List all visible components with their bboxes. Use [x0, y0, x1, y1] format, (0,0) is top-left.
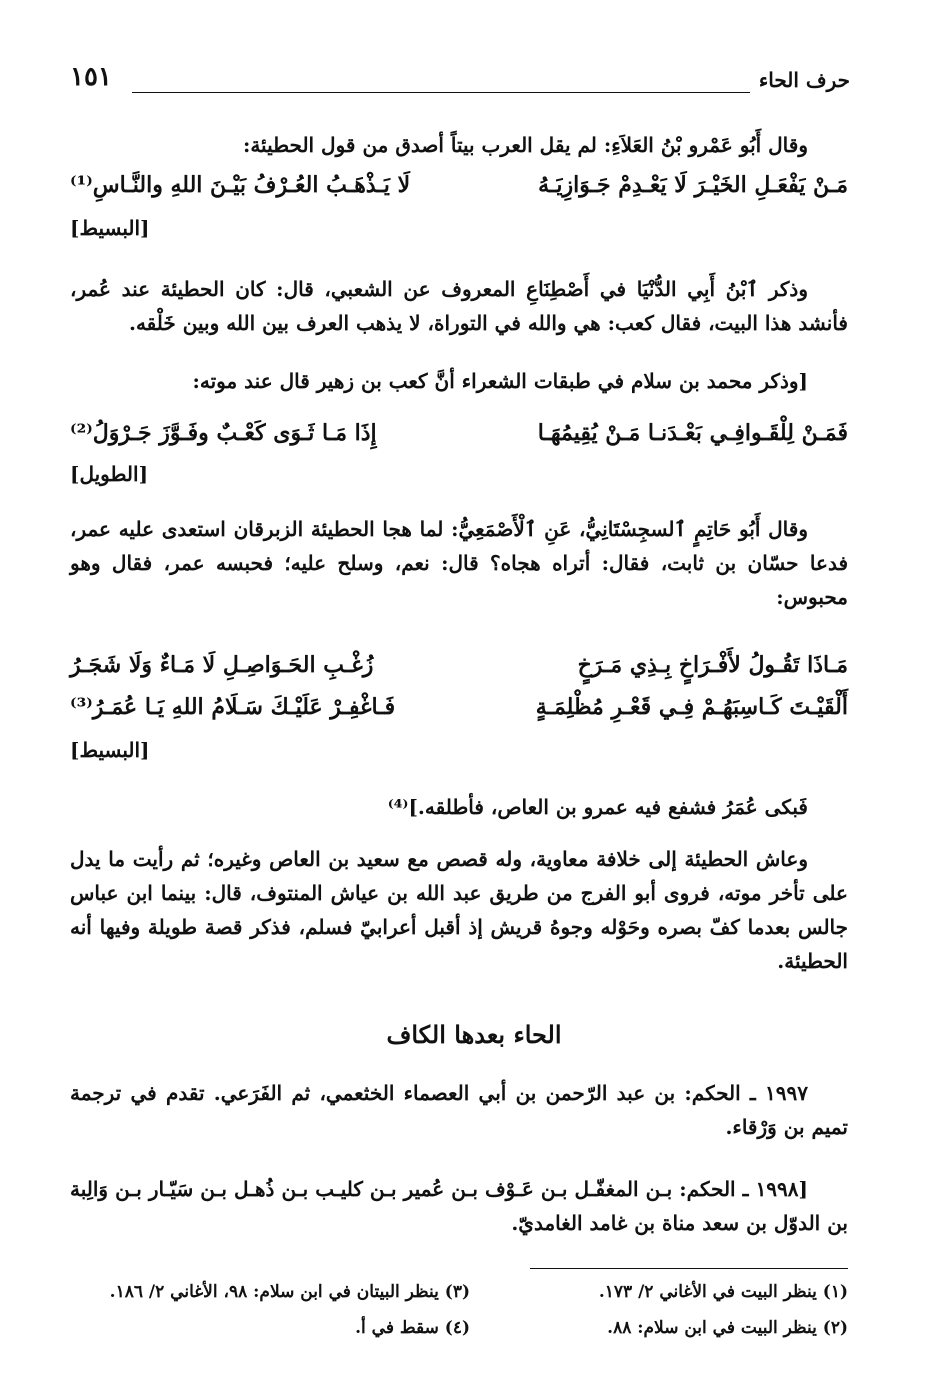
paragraph-lived-until: وعاش الحطيئة إلى خلافة معاوية، وله قصص مع سعيد بن العاص وغيره؛ ثم رأيت ما يدل على تأخر موته، فروى أبو الفرج من طريق عبد الله بن عياش المنتوف، قال: بينما ابن عباس جالس بعدما كفّ بصره وحَوْله وجوهُ قريش إذ أقبل أعرابيّ فسلم، فذكر قصة طويلة وفيها أنه الحطيئة. [70, 847, 848, 973]
page-number: ١٥١ [70, 62, 112, 92]
entry-1998: [١٩٩٨ ـ الحكم: بـن المغفّـل بـن عَـوْف بـن عُمير بـن كليـب بـن ذُهـل بـن سَيّـار بـن وَالِبة بن الدوّل بن سعد مناة بن غامد الغامديّ. [70, 1177, 848, 1235]
page-header [70, 62, 850, 102]
verse-hemistich: مَـنْ يَفْعَـلِ الخَيْـرَ لَا يَعْـدِمْ جَـوَازِيَـهُ [538, 172, 848, 198]
paragraph-ibn-sallam: [وذكر محمد بن سلام في طبقات الشعراء أنَّ كعب بن زهير قال عند موته: [192, 369, 808, 393]
header-rule [132, 92, 750, 93]
running-title: حرف الحاء [758, 68, 850, 92]
footnote-rule [530, 1268, 848, 1269]
verse-hemistich: أَلْقَيْـتَ كَـاسِبَهُـمْ فِـي قَعْـرِ مُظْلِمَـةٍ [535, 694, 848, 720]
meter-label: [البسيط] [70, 738, 150, 762]
paragraph-abu-amr: وقال أَبُو عَمْرو بْنُ العَلاَءِ: لم يقل العرب بيتاً أصدق من قول الحطيئة: [242, 133, 808, 157]
verse-hemistich: فَـاغْفِـرْ عَلَيْـكَ سَـلَامُ اللهِ يَـا عُمَـرُ⁽³⁾ [70, 694, 396, 720]
footnote-4: (٤) سقط في أ. [355, 1318, 470, 1338]
meter-label: [الطويل] [70, 462, 149, 486]
verse-line-1 [70, 172, 848, 212]
verse-line-3 [70, 652, 848, 692]
verse-line-2 [70, 420, 848, 460]
paragraph-umar-wept: فَبكى عُمَرُ فشفع فيه عمرو بن العاص، فأطلقه.]⁽⁴⁾ [387, 795, 808, 819]
meter-label: [البسيط] [70, 216, 150, 240]
paragraph-ibn-abi-dunya: وذكر ٱبْنُ أَبِي الدُّنْيَا في أَصْطِنَاعِ المعروف عن الشعبي، قال: كان الحطيئة عند عُمر، فأنشد هذا البيت، فقال كعب: هي والله في التوراة، لا يذهب العرف بين الله وبين خَلْقه. [70, 277, 848, 335]
verse-hemistich: لَا يَـذْهَـبُ العُـرْفُ بَيْـنَ اللهِ والنَّـاسِ⁽¹⁾ [70, 172, 411, 198]
footnote-2: (٢) ينظر البيت في ابن سلام: ٨٨. [607, 1318, 848, 1338]
verse-line-4 [70, 694, 848, 734]
footnote-1: (١) ينظر البيت في الأغاني ٢/ ١٧٣. [598, 1282, 848, 1302]
verse-hemistich: فَمَـنْ لِلْقَـوافِـي بَعْـدَنـا مَـنْ يُقِيمُهَـا [537, 420, 848, 446]
section-title: الحاء بعدها الكاف [386, 1020, 562, 1049]
footnote-3: (٣) ينظر البيتان في ابن سلام: ٩٨، الأغاني ٢/ ١٨٦. [109, 1282, 470, 1302]
entry-1997: ١٩٩٧ ـ الحكم: بن عبد الرّحمن بن أبي العصماء الخثعمي، ثم الفَرَعي. تقدم في ترجمة تميم بن وَرْقاء. [70, 1081, 848, 1139]
verse-hemistich: مَـاذَا تَقُـولُ لأَفْـرَاخٍ بِـذِي مَـرَخٍ [577, 652, 848, 678]
paragraph-abu-hatim: وقال أَبُو حَاتِمٍ ٱلسجِسْتَانِيُّ، عَنِ ٱلْأَصْمَعِيُّ: لما هجا الحطيئة الزبرقان استعدى عليه عمر، فدعا حسّان بن ثابت، فقال: أتراه هجاه؟ قال: نعم، وسلح عليه؛ فحبسه عمر، فقال وهو محبوس: [70, 517, 848, 609]
verse-hemistich: زُغْـبِ الحَـوَاصِـلِ لَا مَـاءٌ وَلَا شَجَـرُ [70, 652, 374, 678]
verse-hemistich: إِذَا مَـا ثَـوَى كَعْـبٌ وفَـوَّزَ جَـرْوَلُ⁽²⁾ [70, 420, 377, 446]
